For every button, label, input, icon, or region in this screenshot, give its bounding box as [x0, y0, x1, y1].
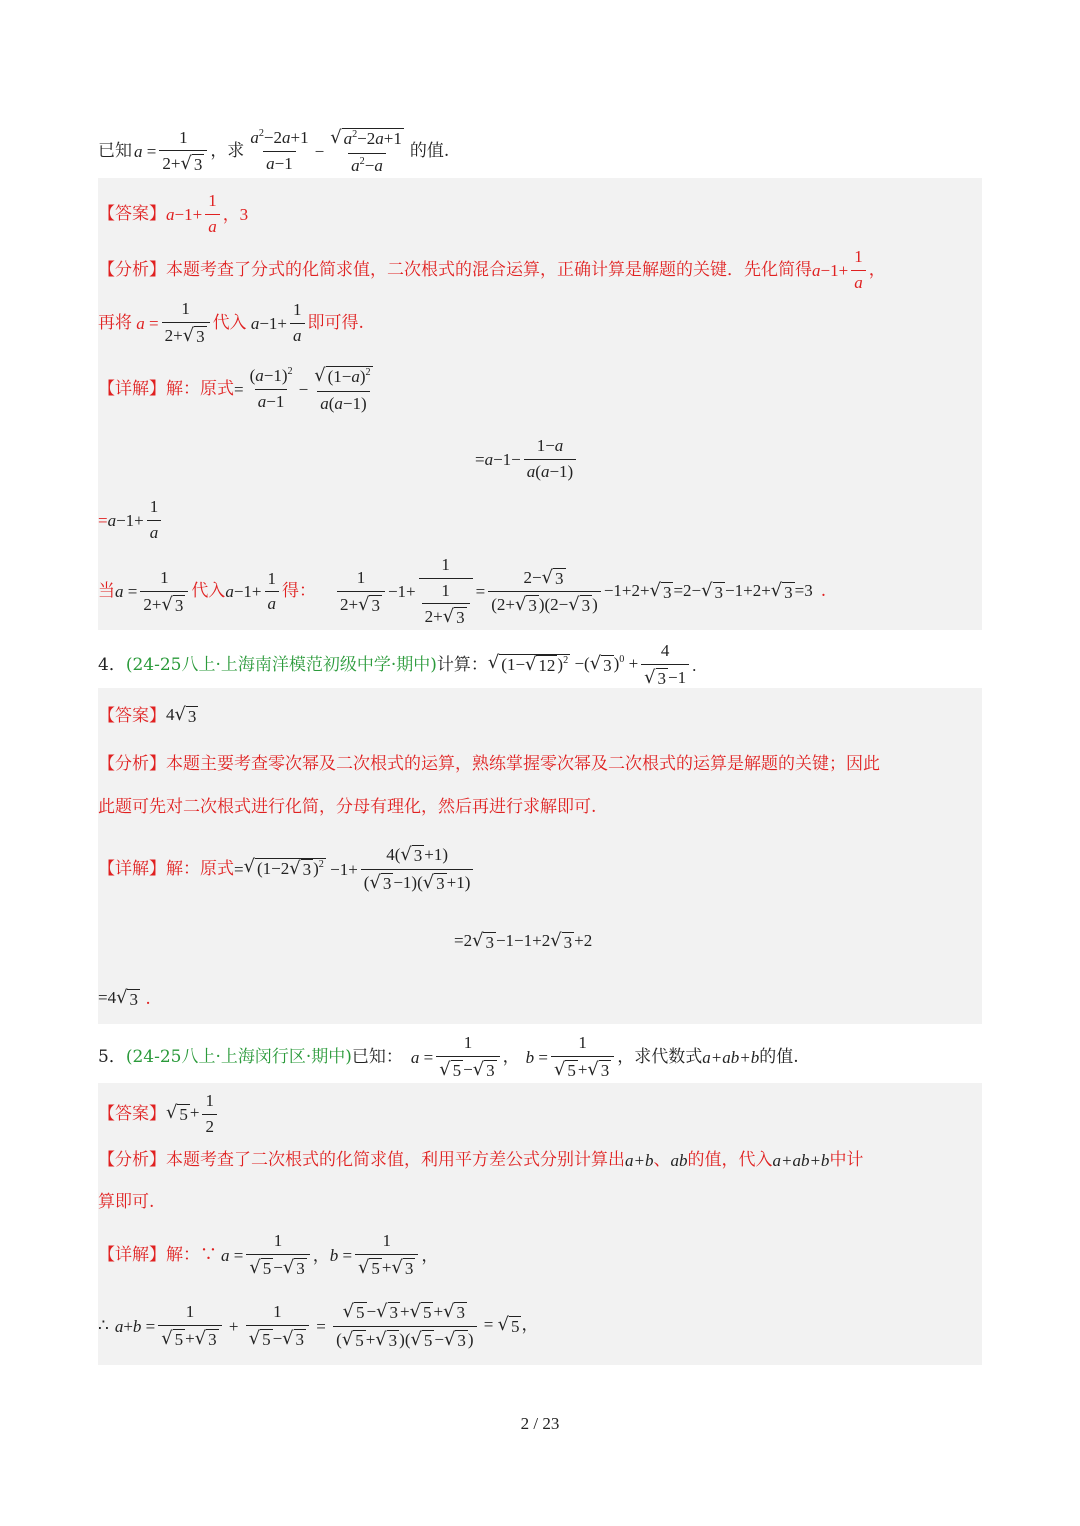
p3-analysis-2: 再将 a = 1 2+ √ 3 代入 a −1+ $\frac{1}{a}$ 即可得.: [98, 299, 364, 346]
p3-answer: 【答案】 a −1+ $\frac{1}{a}$ ，3: [98, 191, 249, 236]
p4-answer: 【答案】 4 √ 3: [98, 704, 197, 726]
p3-detail-4: 当 a = 1 2+ √ 3 代入 a −1+ $\frac{1}{a}$ 得： 1 2+ √ 3 −1+ 1 1 2+ √ 3 = 2− √ 3 (2+ √ 3 )(2− √ 3 ) −1+2+ √ 3 =2− √ 3 −1+2+ √ 3 =3 .: [98, 555, 827, 628]
stem-ask: ，求: [210, 141, 245, 162]
given-fraction: 1 2+ √ 3: [159, 129, 207, 175]
page-number: 2 / 23: [520, 1414, 560, 1433]
p5-detail-1: 【详解】 解：∵ a = 1 √ 5 − √ 3 ， b = 1 √ 5 + √ 3 ，: [98, 1231, 439, 1278]
p4-detail-1: 【详解】 解：原式 = √ (1−2 √ 3 )$^2$ −1+ 4( √ 3 +1) ( √ 3 −1)( √ 3 +1): [98, 845, 982, 893]
problem-4-stem: 4． (24-25八上·上海南洋模范初级中学·期中) 计算： √ (1− √ 12 )$^2$ −( √ 3 )$^0$ + 4 √ 3 −1 .: [98, 641, 697, 688]
problem-3-stem: 已知 a = 1 2+ √ 3 ，求 $\frac{a^2-2a+1}{a-1}$ − √ $a^2-2a+1$ $a^2-a$ 的值.: [98, 127, 450, 175]
expr-fraction-2: √ $a^2-2a+1$ $a^2-a$: [330, 127, 402, 175]
p5-answer: 【答案】 √ 5 + $\frac{1}{2}$: [98, 1092, 982, 1136]
p5-analysis-1: 【分析】 本题考查了二次根式的化简求值，利用平方差公式分别计算出 a+b 、 ab 的值，代入 a+ab+b 中计: [98, 1150, 864, 1170]
p3-detail-2: = a −1− $\frac{1-a}{a(a-1)}$: [475, 437, 982, 481]
stem-suffix: 的值.: [409, 141, 450, 162]
p4-analysis-2: 此题可先对二次根式进行化简，分母有理化，然后再进行求解即可.: [98, 797, 597, 817]
expr-fraction-1: $\frac{a^2-2a+1}{a-1}$: [250, 128, 309, 174]
p3-analysis-1: 【分析】 本题考查了分式的化简求值，二次根式的混合运算，正确计算是解题的关键．先化简得 a −1+ $\frac{1}{a}$ ，: [98, 247, 886, 292]
stem-prefix: 已知: [98, 141, 132, 162]
p3-detail-1: 【详解】 解：原式 = $\frac{(a-1)^2}{a-1}$ − √ $(1-a)^2$ a(a−1): [98, 365, 371, 413]
p5-analysis-2: 算即可.: [98, 1192, 155, 1212]
p5-detail-2: ∴ a + b = 1 √ 5 + √ 3 + 1 √ 5 − √ 3 = √ 5 − √ 3 + √ 5 + √ 3 ( √ 5 + √ 3 )( √ 5 − √ 3 ) = √ 5 ，: [98, 1301, 539, 1350]
p4-detail-3: =4 √ 3 .: [98, 987, 151, 1009]
p4-detail-2: =2 √ 3 −1−1+2 √ 3 +2: [454, 930, 593, 952]
problem-5-stem: 5． (24-25八上·上海闵行区·期中) 已知： a = 1 √ 5 − √ 3 ， b = 1 √ 5 + √ 3 ，求代数式 a+ab+b 的值.: [98, 1033, 799, 1080]
p4-analysis-1: 【分析】 本题主要考查零次幂及二次根式的运算，熟练掌握零次幂及二次根式的运算是解题的关键；因此: [98, 754, 880, 774]
p3-detail-3: = a −1+ $\frac{1}{a}$: [98, 498, 982, 542]
